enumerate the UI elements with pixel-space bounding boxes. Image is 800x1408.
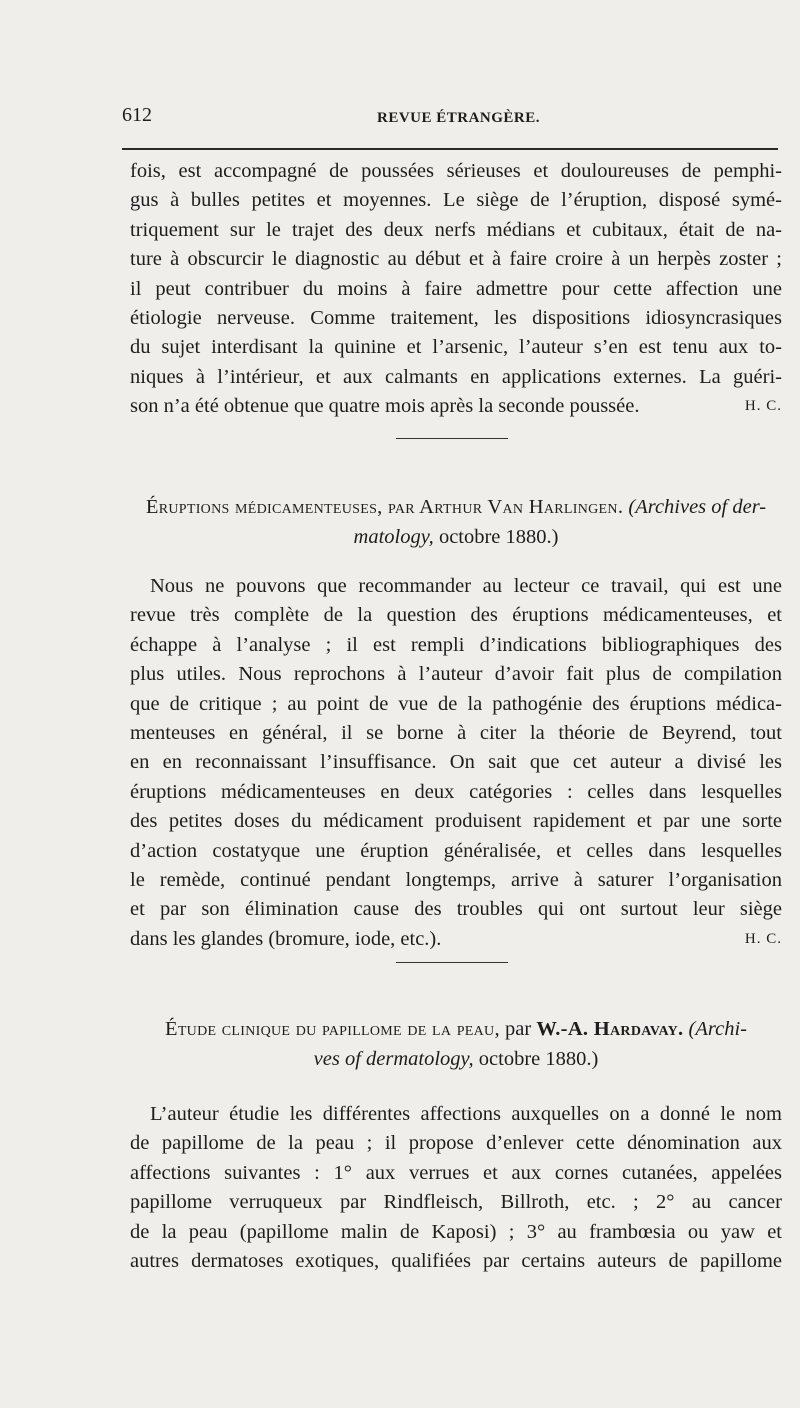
text-line: L’auteur étudie les différentes affections auxquelles on a donné le nom bbox=[150, 1103, 782, 1125]
page-header bbox=[122, 104, 782, 134]
article-title-source-cont: matology, bbox=[353, 526, 434, 548]
text-line: échappe à l’analyse ; il est rempli d’indications bibliographiques des bbox=[130, 633, 782, 656]
author-initials: H. C. bbox=[744, 930, 782, 947]
text-line bbox=[130, 925, 782, 954]
intro-paragraph bbox=[130, 157, 782, 422]
text-line: de papillome de la peau ; il propose d’enlever cette dénomination aux bbox=[130, 1132, 782, 1155]
text-line: autres dermatoses exotiques, qualifiées par certains auteurs de papillome bbox=[130, 1250, 782, 1273]
section-separator bbox=[396, 962, 508, 963]
article-title-by: par bbox=[505, 1018, 532, 1040]
text-line: gus à bulles petites et moyennes. Le siège de l’éruption, disposé symé- bbox=[130, 189, 782, 212]
article-title-date: octobre 1880.) bbox=[478, 1048, 599, 1070]
text-line bbox=[130, 392, 782, 421]
text-line-content: dans les glandes (bromure, iode, etc.). bbox=[130, 927, 442, 950]
text-line: le remède, continué pendant longtemps, arrive à saturer l’organisation bbox=[130, 869, 782, 892]
text-line: niques à l’intérieur, et aux calmants en applications externes. La guéri- bbox=[130, 365, 782, 388]
article-title-date: octobre 1880.) bbox=[438, 526, 559, 548]
article-title-main: Éruptions médicamenteuses, par Arthur Van Harlingen. bbox=[145, 496, 624, 518]
text-line: en en reconnaissant l’insuffisance. On sait que cet auteur a divisé les bbox=[130, 751, 782, 774]
header-rule bbox=[122, 148, 778, 150]
text-line: d’action costatyque une éruption généralisée, et celles dans lesquelles bbox=[130, 839, 782, 862]
article-title-source-cont: ves of dermatology, bbox=[313, 1048, 474, 1070]
text-line: fois, est accompagné de poussées sérieuses et douloureuses de pemphi- bbox=[130, 160, 782, 182]
text-line: il peut contribuer du moins à faire admettre pour cette affection une bbox=[130, 277, 782, 300]
article-body bbox=[130, 1100, 782, 1276]
article-title-main: Étude clinique du papillome de la peau, bbox=[165, 1018, 500, 1040]
text-line: Nous ne pouvons que recommander au lecteur ce travail, qui est une bbox=[150, 575, 782, 597]
article-title-source: (Archives of der- bbox=[628, 496, 767, 518]
text-line: revue très complète de la question des éruptions médicamenteuses, et bbox=[130, 604, 782, 627]
text-line: papillome verruqueux par Rindfleisch, Billroth, etc. ; 2° au cancer bbox=[130, 1191, 782, 1214]
article-title bbox=[130, 492, 782, 552]
text-line: ture à obscurcir le diagnostic au début et à faire croire à un herpès zoster ; bbox=[130, 248, 782, 271]
article-title-author: W.-A. Hardavay. bbox=[536, 1018, 684, 1040]
running-title: REVUE ÉTRANGÈRE. bbox=[377, 110, 541, 126]
text-line: étiologie nerveuse. Comme traitement, les dispositions idiosyncrasiques bbox=[130, 307, 782, 330]
section-separator bbox=[396, 438, 508, 439]
text-line: que de critique ; au point de vue de la pathogénie des éruptions médica- bbox=[130, 692, 782, 715]
article-title-source: (Archi- bbox=[688, 1018, 747, 1040]
author-initials: H. C. bbox=[744, 398, 782, 415]
text-line: et par son élimination cause des troubles qui ont surtout leur siège bbox=[130, 898, 782, 921]
text-line: éruptions médicamenteuses en deux catégories : celles dans lesquelles bbox=[130, 780, 782, 803]
article-title bbox=[130, 1014, 782, 1074]
text-line-content: son n’a été obtenue que quatre mois après la seconde poussée. bbox=[130, 395, 640, 418]
text-line: plus utiles. Nous reprochons à l’auteur d’avoir fait plus de compilation bbox=[130, 663, 782, 686]
page-number: 612 bbox=[122, 104, 152, 126]
text-line: menteuses en général, il se borne à citer la théorie de Beyrend, tout bbox=[130, 722, 782, 745]
text-line: de la peau (papillome malin de Kaposi) ; 3° au frambœsia ou yaw et bbox=[130, 1220, 782, 1243]
text-line: des petites doses du médicament produisent rapidement et par une sorte bbox=[130, 810, 782, 833]
text-line: triquement sur le trajet des deux nerfs médians et cubitaux, était de na- bbox=[130, 218, 782, 241]
text-line: affections suivantes : 1° aux verrues et aux cornes cutanées, appelées bbox=[130, 1161, 782, 1184]
article-body bbox=[130, 572, 782, 954]
text-line: du sujet interdisant la quinine et l’arsenic, l’auteur s’en est tenu aux to- bbox=[130, 336, 782, 359]
